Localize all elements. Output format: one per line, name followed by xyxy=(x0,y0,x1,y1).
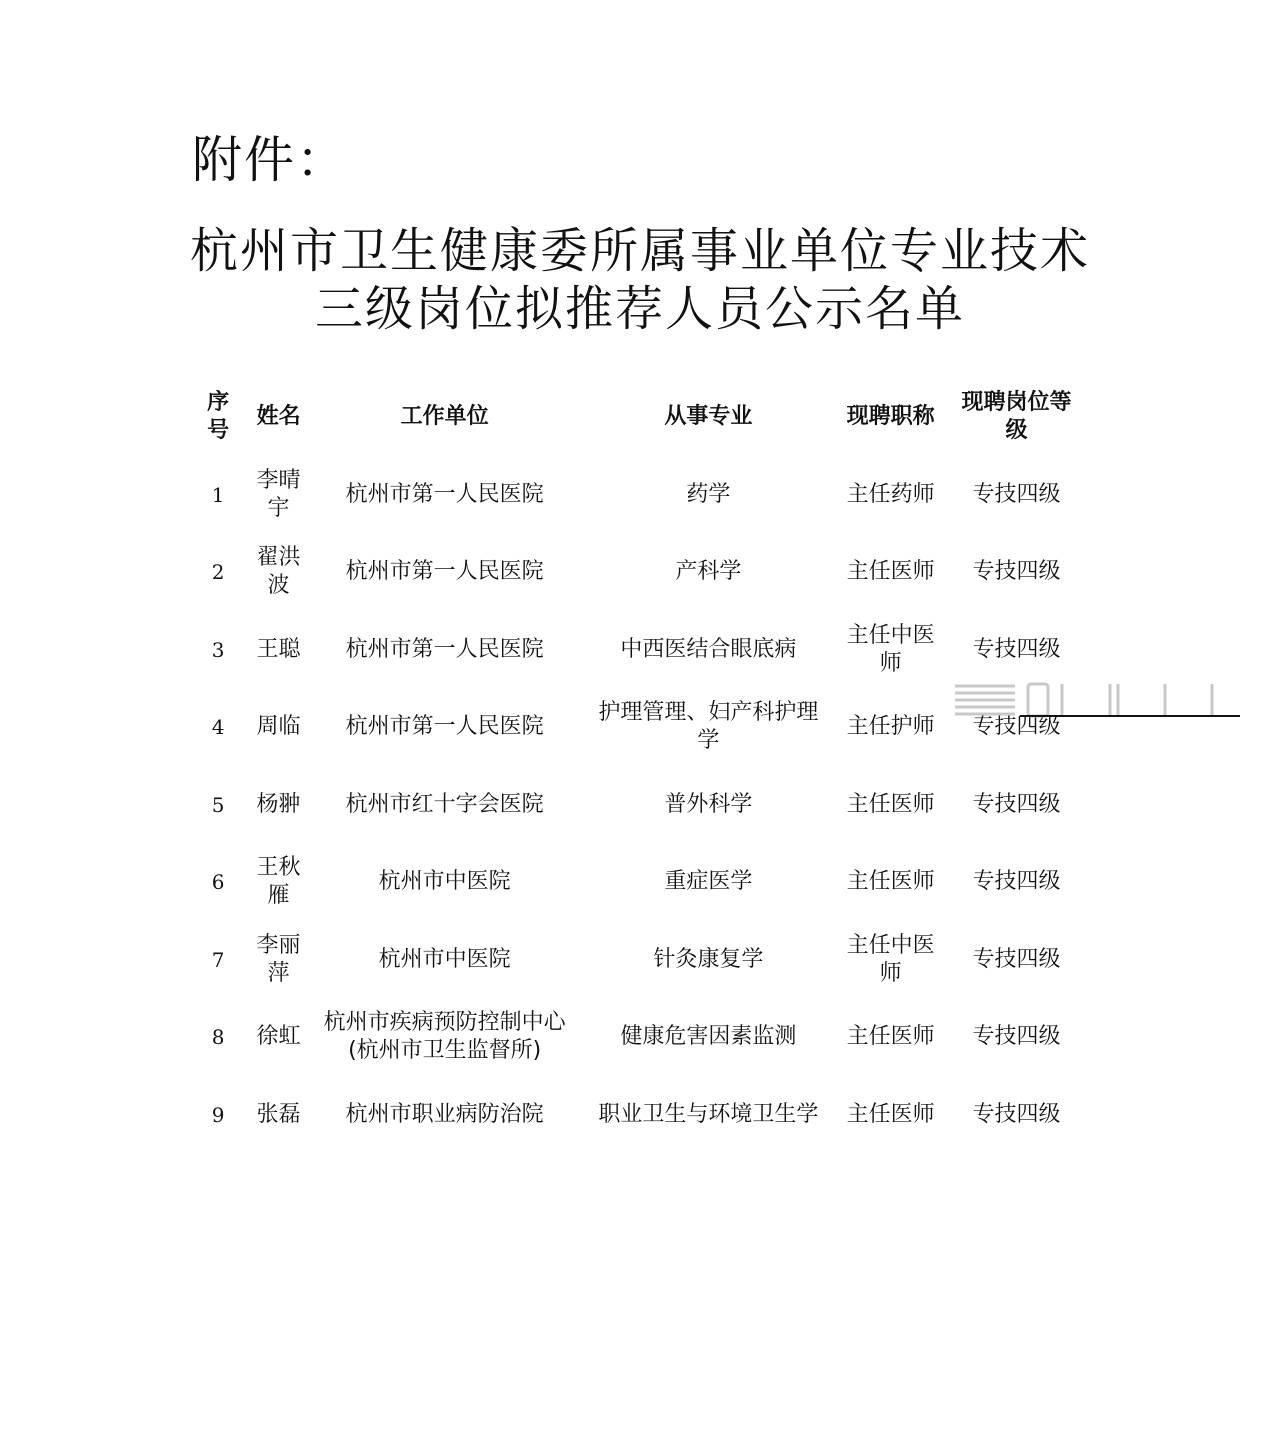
cell-name: 徐虹 xyxy=(256,1024,301,1050)
table-row xyxy=(192,921,1092,999)
cell-name: 周临 xyxy=(256,714,301,740)
cell-major: 普外科学 xyxy=(664,791,753,817)
cell-no: 8 xyxy=(211,1025,225,1050)
cell-major: 针灸康复学 xyxy=(653,946,764,972)
cell-unit: 杭州市红十字会医院 xyxy=(345,791,544,817)
header-name: 姓名 xyxy=(256,404,301,429)
cell-title: 主任中医师 xyxy=(846,622,935,676)
table-row xyxy=(192,844,1092,922)
cell-title: 主任医师 xyxy=(846,1101,935,1127)
cell-major: 护理管理、妇产科护理学 xyxy=(598,700,819,754)
cell-title: 主任护师 xyxy=(846,714,935,740)
cell-no: 6 xyxy=(211,870,225,895)
cell-unit: 杭州市第一人民医院 xyxy=(345,636,544,662)
cell-title: 主任医师 xyxy=(846,1024,935,1050)
cell-unit: 杭州市中医院 xyxy=(378,869,511,895)
cell-title: 主任医师 xyxy=(846,791,935,817)
cell-title: 主任药师 xyxy=(846,481,935,507)
table-row xyxy=(192,456,1092,534)
cell-name: 王聪 xyxy=(256,636,301,662)
cell-level: 专技四级 xyxy=(972,481,1061,507)
header-title: 现聘职称 xyxy=(846,404,935,429)
cell-title: 主任医师 xyxy=(846,869,935,895)
cell-no: 9 xyxy=(211,1102,225,1127)
cell-no: 5 xyxy=(211,792,225,817)
table-row xyxy=(192,999,1092,1077)
cell-unit: 杭州市第一人民医院 xyxy=(345,714,544,740)
cell-major: 健康危害因素监测 xyxy=(620,1024,797,1050)
cell-level: 专技四级 xyxy=(972,714,1061,740)
table-header-row xyxy=(192,378,1092,456)
cell-major: 重症医学 xyxy=(664,869,753,895)
cell-level: 专技四级 xyxy=(972,1024,1061,1050)
cell-title: 主任中医师 xyxy=(846,932,935,986)
header-unit: 工作单位 xyxy=(400,404,489,429)
cell-name: 李丽萍 xyxy=(256,932,301,986)
cell-major: 药学 xyxy=(686,481,731,507)
header-level: 现聘岗位等级 xyxy=(961,390,1072,443)
cell-unit: 杭州市第一人民医院 xyxy=(345,559,544,585)
cell-unit: 杭州市职业病防治院 xyxy=(345,1101,544,1127)
title-line-1: 杭州市卫生健康委所属事业单位专业技术 xyxy=(189,223,1090,279)
cell-unit: 杭州市第一人民医院 xyxy=(345,481,544,507)
table-row xyxy=(192,1076,1092,1154)
cell-no: 7 xyxy=(211,947,225,972)
cell-no: 4 xyxy=(211,715,225,740)
cell-major: 中西医结合眼底病 xyxy=(620,636,797,662)
cell-major: 产科学 xyxy=(675,559,742,585)
cell-name: 张磊 xyxy=(256,1101,301,1127)
document-title xyxy=(0,222,1280,338)
cell-level: 专技四级 xyxy=(972,791,1061,817)
table-row xyxy=(192,611,1092,689)
cell-no: 1 xyxy=(211,482,225,507)
cell-level: 专技四级 xyxy=(972,946,1061,972)
table-row xyxy=(192,766,1092,844)
attachment-label: 附件： xyxy=(192,131,348,189)
cell-name: 杨翀 xyxy=(256,791,301,817)
watermark-glyph xyxy=(950,680,1250,720)
cell-unit-line-2: (杭州市卫生监督所) xyxy=(348,1038,542,1064)
cell-level: 专技四级 xyxy=(972,636,1061,662)
cell-level: 专技四级 xyxy=(972,1101,1061,1127)
title-line-2: 三级岗位拟推荐人员公示名单 xyxy=(314,281,965,337)
cell-level: 专技四级 xyxy=(972,869,1061,895)
cell-unit xyxy=(313,999,577,1077)
cell-unit: 杭州市中医院 xyxy=(378,946,511,972)
table-row xyxy=(192,534,1092,612)
cell-no: 3 xyxy=(211,637,225,662)
cell-title: 主任医师 xyxy=(846,559,935,585)
cell-unit-line-1: 杭州市疾病预防控制中心 xyxy=(323,1010,566,1036)
header-major: 从事专业 xyxy=(664,404,753,429)
cell-name: 翟洪波 xyxy=(256,545,301,599)
cell-name: 王秋雁 xyxy=(256,855,301,909)
cell-level: 专技四级 xyxy=(972,559,1061,585)
cell-name: 李晴宇 xyxy=(256,467,301,521)
header-no: 序号 xyxy=(207,390,230,443)
cell-major: 职业卫生与环境卫生学 xyxy=(598,1101,819,1127)
cell-no: 2 xyxy=(211,560,225,585)
nominee-table xyxy=(192,378,1092,1154)
